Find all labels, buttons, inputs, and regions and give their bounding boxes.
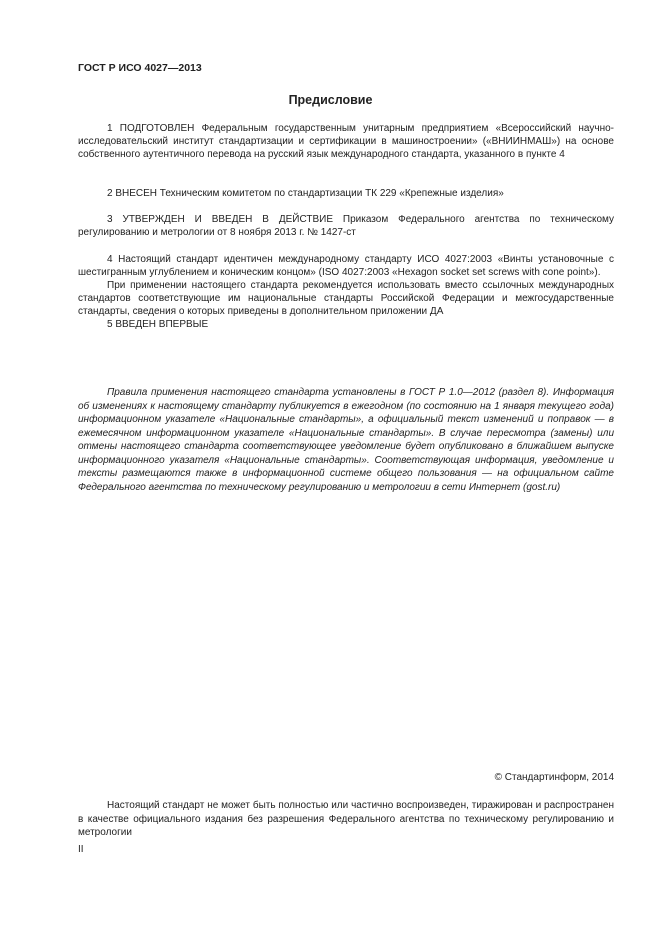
copyright: © Стандартинформ, 2014 bbox=[494, 772, 614, 783]
paragraph-1 bbox=[78, 122, 614, 161]
standard-id: ГОСТ Р ИСО 4027—2013 bbox=[78, 62, 202, 74]
paragraph-3-text: 3 УТВЕРЖДЕН И ВВЕДЕН В ДЕЙСТВИЕ Приказом Федерального агентства по техническому регулированию и метрологии от 8 ноября 2013 г. № 1427-ст bbox=[78, 214, 614, 238]
paragraph-3 bbox=[78, 213, 614, 239]
paragraph-1-text: 1 ПОДГОТОВЛЕН Федеральным государственным унитарным предприятием «Всероссийский научно-исследовательский институт стандартизации и сертификации в машиностроении» («ВНИИНМАШ») на основе собственного аутентичного перевода на русский язык международного стандарта, указанного в пункте 4 bbox=[78, 123, 614, 160]
page-title: Предисловие bbox=[288, 93, 373, 107]
usage-notice: Правила применения настоящего стандарта установлены в ГОСТ Р 1.0—2012 (раздел 8). Информация об изменениях к настоящему стандарту публикуется в ежегодном (по состоянию на 1 января текущего года) информационном указателе «Национальные стандарты», а официальный текст изменений и поправок — в ежемесячном информационном указателе «Национальные стандарты». В случае пересмотра (замены) или отмены настоящего стандарта соответствующее уведомление будет опубликовано в ближайшем выпуске информационного указателя «Национальные стандарты». Соответствующая информация, уведомление и тексты размещаются также в информационной системе общего пользования — на официальном сайте Федерального агентства по техническому регулированию и метрологии в сети Интернет (gost.ru) bbox=[78, 387, 614, 493]
paragraph-4 bbox=[78, 253, 614, 331]
paragraph-5-text: 5 ВВЕДЕН ВПЕРВЫЕ bbox=[107, 319, 209, 330]
reproduction-notice: Настоящий стандарт не может быть полностью или частично воспроизведен, тиражирован и распространен в качестве официального издания без разрешения Федерального агентства по техническому регулированию и метрологии bbox=[78, 800, 614, 838]
paragraph-2 bbox=[78, 187, 614, 200]
paragraph-4-note: При применении настоящего стандарта рекомендуется использовать вместо ссылочных международных стандартов соответствующие им национальные стандарты Российской Федерации и межгосударственные стандарты, сведения о которых приведены в дополнительном приложении ДА bbox=[78, 280, 614, 317]
page-number: II bbox=[78, 844, 84, 855]
paragraph-2-text: 2 ВНЕСЕН Техническим комитетом по стандартизации ТК 229 «Крепежные изделия» bbox=[107, 188, 504, 199]
paragraph-4-text: 4 Настоящий стандарт идентичен международному стандарту ИСО 4027:2003 «Винты установочные с шестигранным углублением и коническим концом» (ISO 4027:2003 «Hexagon socket set screws with cone point»). bbox=[78, 254, 614, 278]
